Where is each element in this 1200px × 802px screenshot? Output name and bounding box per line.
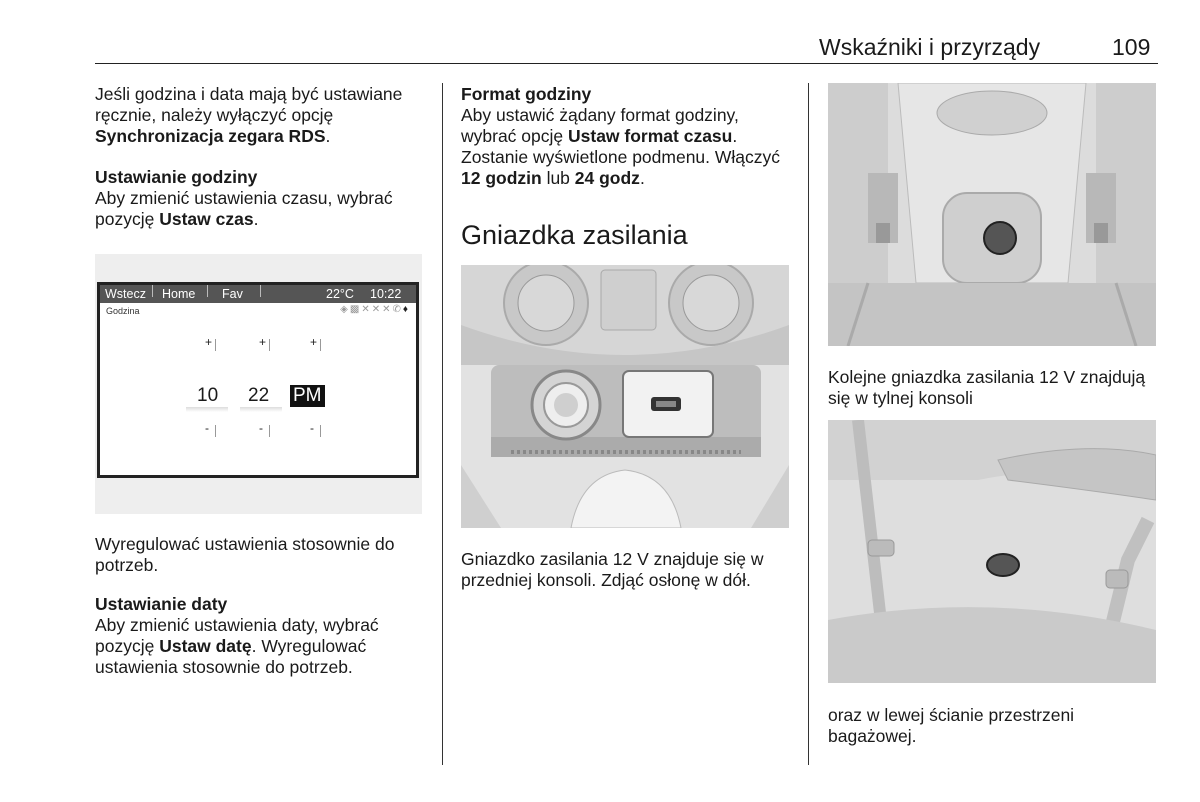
rear-console-photo xyxy=(828,83,1156,346)
phone-icon: ✆ xyxy=(392,304,403,315)
section-heading: Gniazdka zasilania xyxy=(461,220,688,250)
trunk-wall-photo xyxy=(828,420,1156,683)
trunk-caption xyxy=(828,705,1158,747)
date-heading: Ustawianie daty xyxy=(95,594,228,614)
mute-icon: ✕ xyxy=(371,304,383,315)
clock-screen-figure xyxy=(95,254,422,514)
signal-icon: ✕ xyxy=(361,304,372,315)
trunk-caption-text: oraz w lewej ścianie przestrzeni bagażowej. xyxy=(828,705,1075,746)
fav-button[interactable]: Fav xyxy=(222,287,243,301)
intro-paragraph: Jeśli godzina i data mają być ustawiane ręcznie, należy wyłączyć opcję Synchronizacja zegara RDS. xyxy=(95,84,403,146)
adjust-paragraph: Wyregulować ustawienia stosownie do potrzeb. xyxy=(95,534,395,575)
front-caption xyxy=(461,549,796,591)
infotainment-screen xyxy=(97,282,419,478)
date-paragraph: Aby zmienić ustawienia daty, wybrać pozycję Ustaw datę. Wyregulować ustawienia stosownie do potrzeb. xyxy=(95,615,379,677)
ampm-plus-button[interactable]: + xyxy=(310,335,318,349)
screen-subtitle: Godzina xyxy=(106,306,140,316)
ampm-minus-button[interactable]: - xyxy=(310,421,314,435)
clock-readout: 10:22 xyxy=(370,287,402,301)
rear-caption-text: Kolejne gniazdka zasilania 12 V znajdują się w tylnej konsoli xyxy=(828,367,1146,408)
column-1 xyxy=(95,84,430,230)
hour-value: 10 xyxy=(197,385,219,406)
format-paragraph: Aby ustawić żądany format godziny, wybrać opcję Ustaw format czasu. Zostanie wyświetlone podmenu. Włączyć 12 godzin lub 24 godz. xyxy=(461,105,781,188)
hour-plus-button[interactable]: + xyxy=(205,335,213,349)
section-title: Wskaźniki i przyrządy xyxy=(819,34,1041,60)
time-heading: Ustawianie godziny xyxy=(95,167,258,187)
minute-minus-button[interactable]: - xyxy=(259,421,263,435)
minute-plus-button[interactable]: + xyxy=(259,335,267,349)
format-heading: Format godziny xyxy=(461,84,592,104)
front-console-photo xyxy=(461,265,789,528)
bluetooth-icon: ♦ xyxy=(402,304,410,315)
hour-minus-button[interactable]: - xyxy=(205,421,209,435)
back-button[interactable]: Wstecz xyxy=(105,287,146,301)
wifi-icon: ◈ xyxy=(340,304,350,315)
message-icon: ▩ xyxy=(349,304,362,315)
no-signal-icon: ✕ xyxy=(382,304,393,315)
column-divider xyxy=(808,83,809,765)
front-caption-text: Gniazdko zasilania 12 V znajduje się w przedniej konsoli. Zdjąć osłonę w dół. xyxy=(461,549,764,590)
minute-value: 22 xyxy=(248,385,270,406)
column-2 xyxy=(461,84,796,251)
temperature-readout: 22°C xyxy=(326,287,354,301)
rear-caption xyxy=(828,367,1158,409)
header-rule xyxy=(95,63,1158,64)
screen-status-bar xyxy=(100,285,416,303)
column-divider xyxy=(442,83,443,765)
ampm-value: PM xyxy=(290,385,325,407)
status-icons xyxy=(340,304,410,315)
column-1-lower xyxy=(95,534,430,678)
time-paragraph: Aby zmienić ustawienia czasu, wybrać pozycję Ustaw czas. xyxy=(95,188,393,229)
page-number: 109 xyxy=(1112,34,1151,60)
home-button[interactable]: Home xyxy=(162,287,196,301)
